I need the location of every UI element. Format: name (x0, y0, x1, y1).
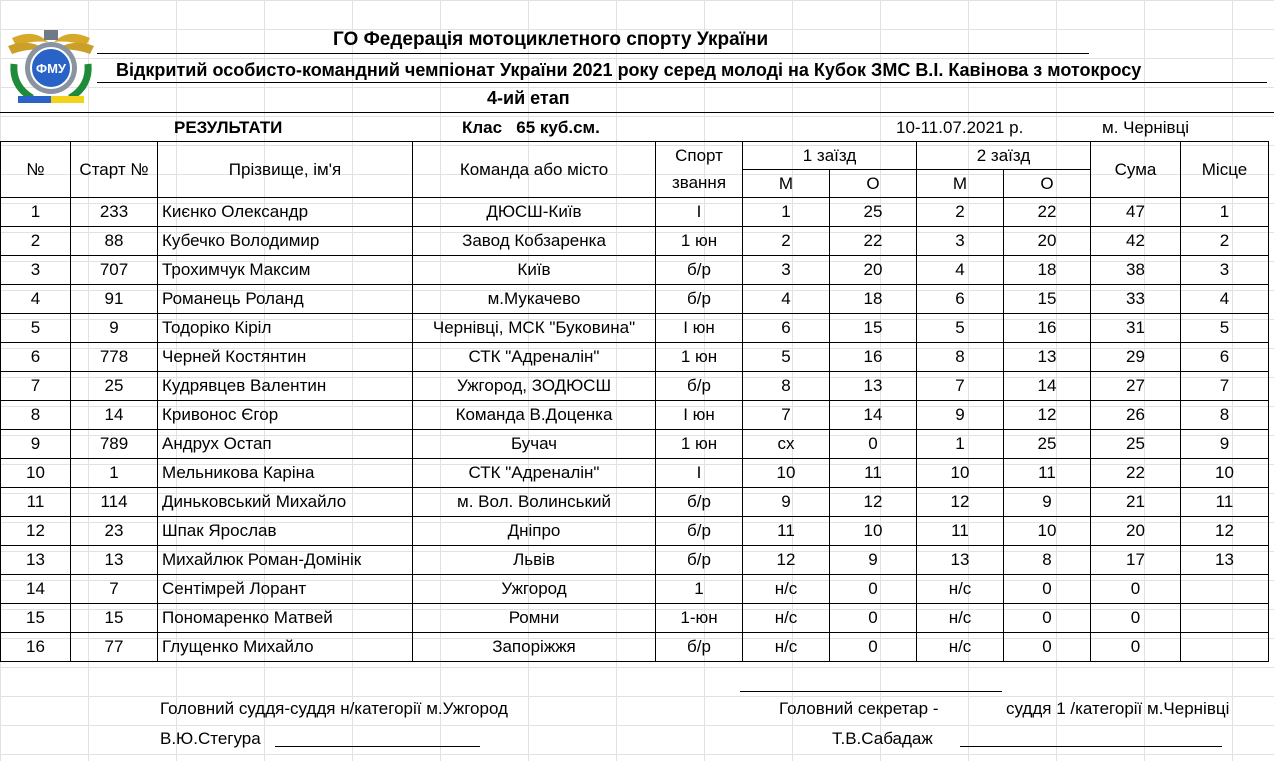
cell-sum: 33 (1091, 285, 1181, 314)
cell-race1-o: 18 (830, 285, 917, 314)
cell-race2-o: 10 (1004, 517, 1091, 546)
cell-race2-o: 0 (1004, 633, 1091, 662)
cell-team: Завод Кобзаренка (413, 227, 656, 256)
cell-place: 12 (1181, 517, 1269, 546)
cell-start: 77 (71, 633, 158, 662)
cell-race1-o: 0 (830, 575, 917, 604)
cell-num: 11 (1, 488, 71, 517)
cell-name: Черней Костянтин (158, 343, 413, 372)
cell-start: 25 (71, 372, 158, 401)
cell-name: Глущенко Михайло (158, 633, 413, 662)
cell-race2-o: 12 (1004, 401, 1091, 430)
cell-race1-m: н/с (743, 575, 830, 604)
svg-text:ФМУ: ФМУ (35, 61, 67, 76)
cell-num: 5 (1, 314, 71, 343)
cell-team: СТК "Адреналін" (413, 343, 656, 372)
col-header-sum: Сума (1091, 142, 1181, 198)
cell-race2-m: 9 (917, 401, 1004, 430)
cell-race2-o: 20 (1004, 227, 1091, 256)
cell-race2-o: 0 (1004, 575, 1091, 604)
table-row (1, 459, 1269, 488)
secretary-rule (740, 691, 1002, 692)
col-header-start: Старт № (71, 142, 158, 198)
cell-team: Київ (413, 256, 656, 285)
cell-race2-m: 13 (917, 546, 1004, 575)
cell-team: Ужгород, ЗОДЮСШ (413, 372, 656, 401)
cell-rank: 1 юн (656, 227, 743, 256)
table-row (1, 633, 1269, 662)
cell-num: 3 (1, 256, 71, 285)
cell-place: 7 (1181, 372, 1269, 401)
cell-start: 233 (71, 198, 158, 227)
cell-sum: 0 (1091, 604, 1181, 633)
table-row (1, 227, 1269, 256)
col-header-race2: 2 заїзд (917, 142, 1091, 170)
cell-race1-o: 0 (830, 604, 917, 633)
table-row (1, 256, 1269, 285)
cell-start: 13 (71, 546, 158, 575)
cell-name: Мельникова Каріна (158, 459, 413, 488)
cell-num: 7 (1, 372, 71, 401)
cell-num: 12 (1, 517, 71, 546)
cell-name: Шпак Ярослав (158, 517, 413, 546)
cell-sum: 25 (1091, 430, 1181, 459)
table-row (1, 604, 1269, 633)
table-row (1, 430, 1269, 459)
cell-name: Кубечко Володимир (158, 227, 413, 256)
cell-race1-m: 8 (743, 372, 830, 401)
cell-rank: І юн (656, 401, 743, 430)
cell-name: Тодоріко Кіріл (158, 314, 413, 343)
cell-rank: І (656, 459, 743, 488)
col-header-race1: 1 заїзд (743, 142, 917, 170)
cell-race1-o: 11 (830, 459, 917, 488)
cell-race1-m: 5 (743, 343, 830, 372)
cell-race1-o: 16 (830, 343, 917, 372)
cell-start: 91 (71, 285, 158, 314)
cell-num: 14 (1, 575, 71, 604)
cell-start: 114 (71, 488, 158, 517)
cell-sum: 29 (1091, 343, 1181, 372)
cell-start: 1 (71, 459, 158, 488)
cell-race2-m: 3 (917, 227, 1004, 256)
cell-name: Києнко Олександр (158, 198, 413, 227)
table-row (1, 314, 1269, 343)
cell-name: Диньковський Михайло (158, 488, 413, 517)
table-row (1, 517, 1269, 546)
col-header-team: Команда або місто (413, 142, 656, 198)
table-row (1, 285, 1269, 314)
col-header-rank-bottom: звання (656, 170, 743, 198)
cell-num: 4 (1, 285, 71, 314)
cell-rank: б/р (656, 256, 743, 285)
cell-team: СТК "Адреналін" (413, 459, 656, 488)
cell-race1-m: 11 (743, 517, 830, 546)
cell-race2-o: 14 (1004, 372, 1091, 401)
cell-rank: б/р (656, 517, 743, 546)
cell-race2-m: 11 (917, 517, 1004, 546)
cell-rank: б/р (656, 372, 743, 401)
cell-team: Команда В.Доценка (413, 401, 656, 430)
cell-sum: 22 (1091, 459, 1181, 488)
cell-race2-m: 1 (917, 430, 1004, 459)
title-rule (97, 53, 1089, 54)
col-header-race1-m: М (743, 170, 830, 198)
results-label: РЕЗУЛЬТАТИ (174, 118, 283, 137)
cell-race2-m: 2 (917, 198, 1004, 227)
cell-place: 11 (1181, 488, 1269, 517)
cell-race2-m: 5 (917, 314, 1004, 343)
cell-race1-o: 10 (830, 517, 917, 546)
cell-race2-o: 22 (1004, 198, 1091, 227)
cell-race2-m: 10 (917, 459, 1004, 488)
cell-team: ДЮСШ-Київ (413, 198, 656, 227)
cell-start: 778 (71, 343, 158, 372)
col-header-num: № (1, 142, 71, 198)
championship-title: Відкритий особисто-командний чемпіонат України 2021 року серед молоді на Кубок ЗМС В.І. Кавінова з мотокросу (116, 60, 1142, 80)
cell-team: Ужгород (413, 575, 656, 604)
cell-num: 15 (1, 604, 71, 633)
stage-title: 4-ий етап (487, 88, 570, 108)
cell-sum: 38 (1091, 256, 1181, 285)
cell-name: Пономаренко Матвей (158, 604, 413, 633)
cell-rank: 1-юн (656, 604, 743, 633)
cell-race2-m: 8 (917, 343, 1004, 372)
cell-place: 3 (1181, 256, 1269, 285)
col-header-race2-o: О (1004, 170, 1091, 198)
cell-team: м.Мукачево (413, 285, 656, 314)
cell-start: 15 (71, 604, 158, 633)
cell-race1-o: 9 (830, 546, 917, 575)
cell-num: 9 (1, 430, 71, 459)
class-label: Клас 65 куб.см. (462, 118, 600, 137)
cell-name: Андрух Остап (158, 430, 413, 459)
table-row (1, 546, 1269, 575)
cell-race2-o: 25 (1004, 430, 1091, 459)
cell-sum: 0 (1091, 575, 1181, 604)
cell-rank: б/р (656, 633, 743, 662)
cell-race1-o: 15 (830, 314, 917, 343)
cell-race2-m: 6 (917, 285, 1004, 314)
cell-race1-o: 13 (830, 372, 917, 401)
cell-sum: 20 (1091, 517, 1181, 546)
chief-judge-name: В.Ю.Стегура (160, 729, 261, 748)
cell-start: 9 (71, 314, 158, 343)
cell-sum: 17 (1091, 546, 1181, 575)
table-row (1, 343, 1269, 372)
cell-sum: 31 (1091, 314, 1181, 343)
cell-sum: 0 (1091, 633, 1181, 662)
table-row (1, 575, 1269, 604)
col-header-race1-o: О (830, 170, 917, 198)
cell-name: Кривонос Єгор (158, 401, 413, 430)
cell-rank: 1 юн (656, 343, 743, 372)
cell-place (1181, 633, 1269, 662)
cell-team: Запоріжжя (413, 633, 656, 662)
cell-sum: 42 (1091, 227, 1181, 256)
cell-name: Кудрявцев Валентин (158, 372, 413, 401)
cell-race2-m: 12 (917, 488, 1004, 517)
cell-team: м. Вол. Волинський (413, 488, 656, 517)
cell-place: 5 (1181, 314, 1269, 343)
cell-rank: 1 юн (656, 430, 743, 459)
cell-sum: 47 (1091, 198, 1181, 227)
cell-race2-m: 4 (917, 256, 1004, 285)
cell-start: 23 (71, 517, 158, 546)
chief-judge-label: Головний суддя-суддя н/категорії м.Ужгород (160, 699, 508, 718)
cell-rank: 1 (656, 575, 743, 604)
cell-num: 13 (1, 546, 71, 575)
secretary-name: Т.В.Сабадаж (832, 729, 933, 748)
cell-num: 1 (1, 198, 71, 227)
cell-race1-m: н/с (743, 633, 830, 662)
cell-sum: 21 (1091, 488, 1181, 517)
cell-race1-o: 14 (830, 401, 917, 430)
cell-race1-m: 2 (743, 227, 830, 256)
cell-race1-m: 6 (743, 314, 830, 343)
cell-race1-m: н/с (743, 604, 830, 633)
cell-team: Дніпро (413, 517, 656, 546)
cell-race1-o: 0 (830, 633, 917, 662)
cell-place: 10 (1181, 459, 1269, 488)
cell-race2-o: 15 (1004, 285, 1091, 314)
cell-sum: 27 (1091, 372, 1181, 401)
cell-team: Ромни (413, 604, 656, 633)
cell-race2-o: 0 (1004, 604, 1091, 633)
cell-place: 1 (1181, 198, 1269, 227)
cell-place: 2 (1181, 227, 1269, 256)
org-title: ГО Федерація мотоциклетного спорту України (333, 29, 769, 50)
cell-place: 9 (1181, 430, 1269, 459)
cell-race2-o: 9 (1004, 488, 1091, 517)
cell-place (1181, 575, 1269, 604)
table-row (1, 488, 1269, 517)
secretary-signature-line (960, 746, 1222, 747)
cell-race1-o: 25 (830, 198, 917, 227)
cell-rank: І (656, 198, 743, 227)
cell-race1-m: 12 (743, 546, 830, 575)
cell-race1-m: 10 (743, 459, 830, 488)
cell-race1-m: 9 (743, 488, 830, 517)
cell-place (1181, 604, 1269, 633)
cell-race1-o: 22 (830, 227, 917, 256)
cell-race1-o: 0 (830, 430, 917, 459)
table-row (1, 372, 1269, 401)
cell-race1-m: 3 (743, 256, 830, 285)
cell-rank: б/р (656, 546, 743, 575)
cell-start: 789 (71, 430, 158, 459)
cell-place: 6 (1181, 343, 1269, 372)
cell-race2-o: 16 (1004, 314, 1091, 343)
col-header-race2-m: М (917, 170, 1004, 198)
col-header-name: Прізвище, ім'я (158, 142, 413, 198)
cell-place: 13 (1181, 546, 1269, 575)
cell-race2-o: 8 (1004, 546, 1091, 575)
table-row (1, 198, 1269, 227)
cell-start: 707 (71, 256, 158, 285)
cell-team: Львів (413, 546, 656, 575)
cell-race2-o: 11 (1004, 459, 1091, 488)
chief-judge-signature-line (275, 746, 480, 747)
cell-name: Михайлюк Роман-Домінік (158, 546, 413, 575)
cell-rank: б/р (656, 488, 743, 517)
cell-race1-m: сх (743, 430, 830, 459)
cell-num: 2 (1, 227, 71, 256)
cell-race1-o: 12 (830, 488, 917, 517)
cell-name: Трохимчук Максим (158, 256, 413, 285)
secretary-category: суддя 1 /категорії м.Чернівці (1006, 699, 1230, 718)
cell-num: 16 (1, 633, 71, 662)
cell-rank: б/р (656, 285, 743, 314)
table-row (1, 401, 1269, 430)
cell-num: 10 (1, 459, 71, 488)
cell-rank: І юн (656, 314, 743, 343)
cell-start: 88 (71, 227, 158, 256)
subtitle-rule (97, 82, 1267, 83)
cell-num: 8 (1, 401, 71, 430)
cell-name: Романець Роланд (158, 285, 413, 314)
cell-team: Бучач (413, 430, 656, 459)
event-date: 10-11.07.2021 р. (896, 118, 1024, 137)
federation-logo (4, 24, 98, 110)
results-table (0, 141, 1269, 662)
cell-name: Сентімрей Лорант (158, 575, 413, 604)
col-header-place: Місце (1181, 142, 1269, 198)
cell-race1-o: 20 (830, 256, 917, 285)
cell-race2-m: н/с (917, 633, 1004, 662)
cell-race2-m: 7 (917, 372, 1004, 401)
cell-race2-o: 13 (1004, 343, 1091, 372)
col-header-rank-top: Спорт (656, 142, 743, 170)
cell-race2-m: н/с (917, 575, 1004, 604)
chief-secretary-label: Головний секретар - (779, 699, 939, 718)
cell-start: 7 (71, 575, 158, 604)
cell-race2-o: 18 (1004, 256, 1091, 285)
cell-place: 4 (1181, 285, 1269, 314)
cell-race1-m: 7 (743, 401, 830, 430)
cell-place: 8 (1181, 401, 1269, 430)
cell-race1-m: 1 (743, 198, 830, 227)
meta-top-rule (0, 112, 1274, 113)
cell-race2-m: н/с (917, 604, 1004, 633)
cell-start: 14 (71, 401, 158, 430)
cell-race1-m: 4 (743, 285, 830, 314)
cell-num: 6 (1, 343, 71, 372)
cell-sum: 26 (1091, 401, 1181, 430)
cell-team: Чернівці, МСК "Буковина" (413, 314, 656, 343)
event-city: м. Чернівці (1102, 118, 1190, 137)
